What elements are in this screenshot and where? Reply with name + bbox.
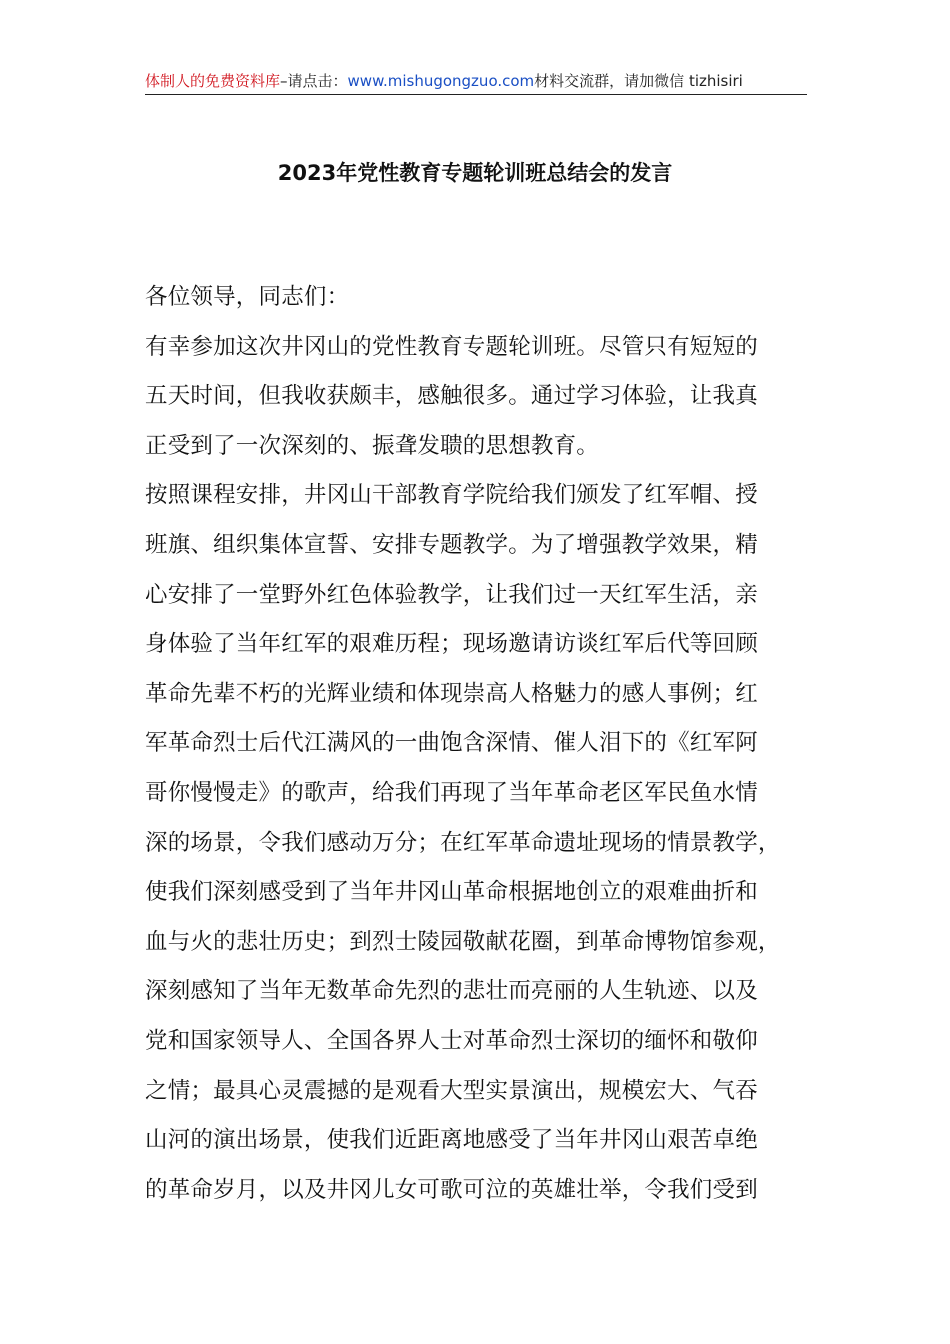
header-website-link[interactable]: www.mishugongzuo.com <box>347 72 535 90</box>
body-line: 按照课程安排，井冈山干部教育学院给我们颁发了红军帽、授 <box>145 482 758 509</box>
document-body <box>145 277 817 1219</box>
body-line: 山河的演出场景，使我们近距离地感受了当年井冈山艰苦卓绝 <box>145 1127 758 1154</box>
header-contact: 材料交流群，请加微信 tizhisiri <box>534 72 743 90</box>
body-line: 哥你慢慢走》的歌声，给我们再现了当年革命老区军民鱼水情 <box>145 779 758 806</box>
body-line: 血与火的悲壮历史；到烈士陵园敬献花圈，到革命博物馆参观， <box>145 928 781 955</box>
body-line: 军革命烈士后代江满风的一曲饱含深情、催人泪下的《红军阿 <box>145 730 758 757</box>
body-line: 党和国家领导人、全国各界人士对革命烈士深切的缅怀和敬仰 <box>145 1027 758 1054</box>
body-line: 的革命岁月，以及井冈儿女可歌可泣的英雄壮举，令我们受到 <box>145 1176 758 1203</box>
header-prompt: –请点击： <box>280 72 348 90</box>
body-line: 心安排了一堂野外红色体验教学，让我们过一天红军生活，亲 <box>145 581 758 608</box>
body-line: 之情；最具心灵震撼的是观看大型实景演出，规模宏大、气吞 <box>145 1077 758 1104</box>
header-brand: 体制人的免费资料库 <box>145 72 281 90</box>
body-line: 使我们深刻感受到了当年井冈山革命根据地创立的艰难曲折和 <box>145 879 758 906</box>
body-line: 深的场景，令我们感动万分；在红军革命遗址现场的情景教学， <box>145 829 781 856</box>
body-line: 深刻感知了当年无数革命先烈的悲壮而亮丽的人生轨迹、以及 <box>145 978 758 1005</box>
body-line: 革命先辈不朽的光辉业绩和体现崇高人格魅力的感人事例；红 <box>145 680 758 707</box>
body-line: 各位领导，同志们： <box>145 284 350 310</box>
body-line: 五天时间，但我收获颇丰，感触很多。通过学习体验，让我真 <box>145 383 758 410</box>
body-line: 班旗、组织集体宣誓、安排专题教学。为了增强教学效果，精 <box>145 531 758 558</box>
body-line: 身体验了当年红军的艰难历程；现场邀请访谈红军后代等回顾 <box>145 631 758 658</box>
body-line: 正受到了一次深刻的、振聋发聩的思想教育。 <box>145 432 600 459</box>
page-header <box>145 68 807 95</box>
body-line: 有幸参加这次井冈山的党性教育专题轮训班。尽管只有短短的 <box>145 333 758 360</box>
document-title: 2023年党性教育专题轮训班总结会的发言 <box>277 161 673 185</box>
